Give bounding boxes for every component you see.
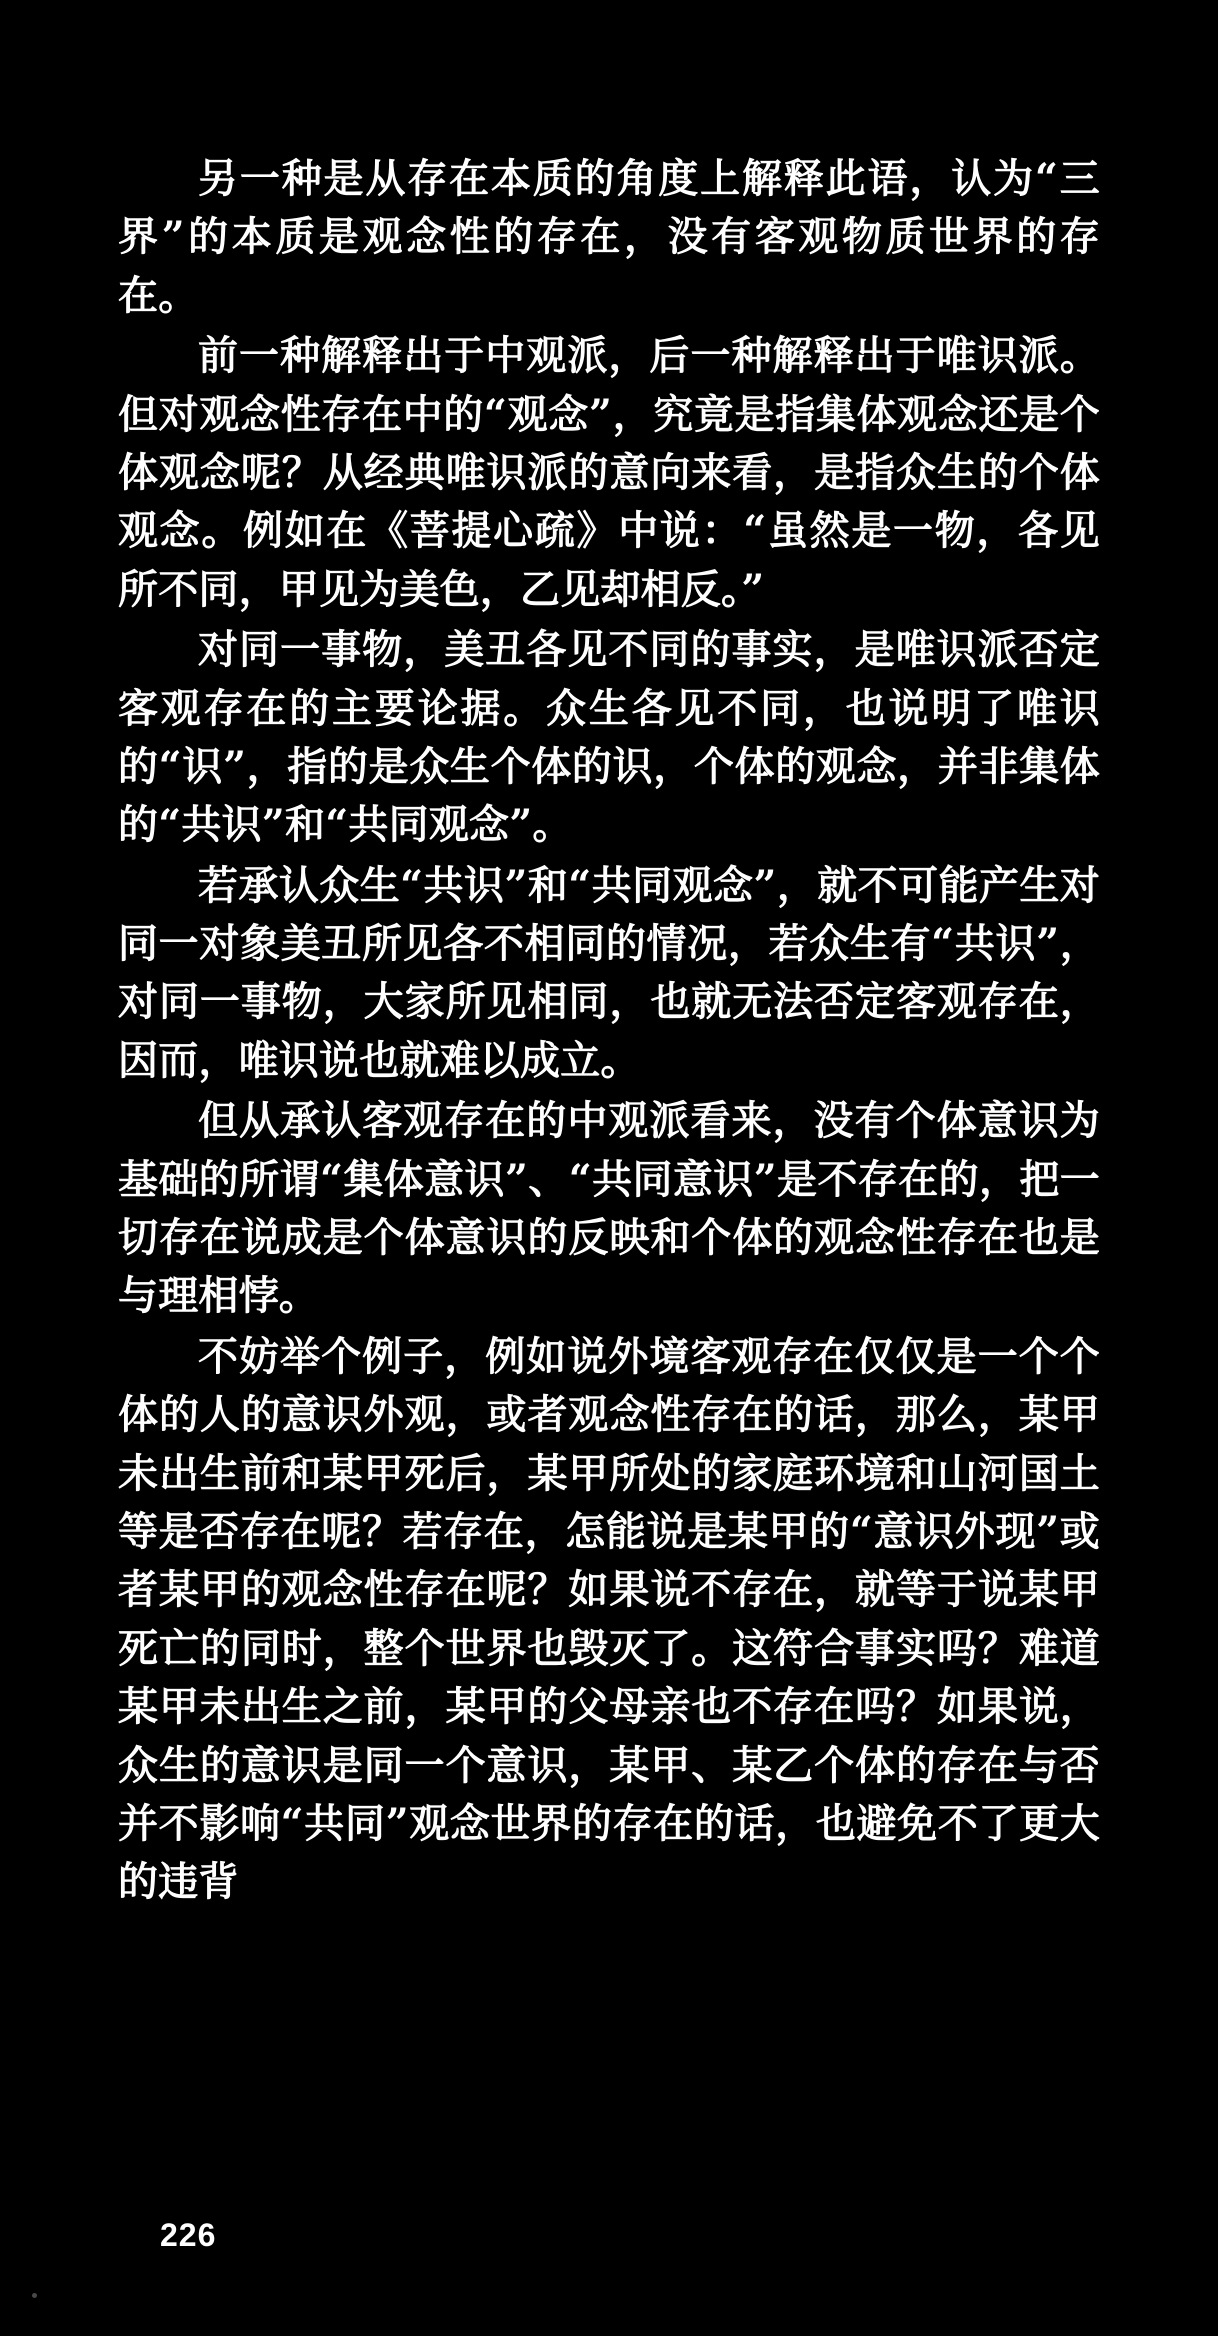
page-number: 226: [160, 2217, 217, 2253]
body-text: [118, 150, 1100, 1912]
paragraph: 前一种解释出于中观派，后一种解释出于唯识派。但对观念性存在中的“观念”，究竟是指集体观念还是个体观念呢？从经典唯识派的意向来看，是指众生的个体观念。例如在《菩提心疏》中说：“虽然是一物，各见所不同，甲见为美色，乙见却相反。”: [118, 332, 1100, 613]
page-edge-speck: [32, 2293, 37, 2298]
paragraph: 若承认众生“共识”和“共同观念”，就不可能产生对同一对象美丑所见各不相同的情况，若众生有“共识”，对同一事物，大家所见相同，也就无法否定客观存在，因而，唯识说也就难以成立。: [118, 861, 1100, 1084]
paragraph: 不妨举个例子，例如说外境客观存在仅仅是一个个体的人的意识外观，或者观念性存在的话，那么，某甲未出生前和某甲死后，某甲所处的家庭环境和山河国土等是否存在呢？若存在，怎能说是某甲的“意识外现”或者某甲的观念性存在呢？如果说不存在，就等于说某甲死亡的同时，整个世界也毁灭了。这符合事实吗？难道某甲未出生之前，某甲的父母亲也不存在吗？如果说，众生的意识是同一个意识，某甲、某乙个体的存在与否并不影响“共同”观念世界的存在的话，也避免不了更大的违背: [118, 1332, 1100, 1906]
paragraph: 另一种是从存在本质的角度上解释此语，认为“三界”的本质是观念性的存在，没有客观物质世界的存在。: [118, 155, 1100, 319]
paragraph: 对同一事物，美丑各见不同的事实，是唯识派否定客观存在的主要论据。众生各见不同，也说明了唯识的“识”，指的是众生个体的识，个体的观念，并非集体的“共识”和“共同观念”。: [118, 626, 1100, 849]
paragraph: 但从承认客观存在的中观派看来，没有个体意识为基础的所谓“集体意识”、“共同意识”是不存在的，把一切存在说成是个体意识的反映和个体的观念性存在也是与理相悖。: [118, 1097, 1100, 1320]
